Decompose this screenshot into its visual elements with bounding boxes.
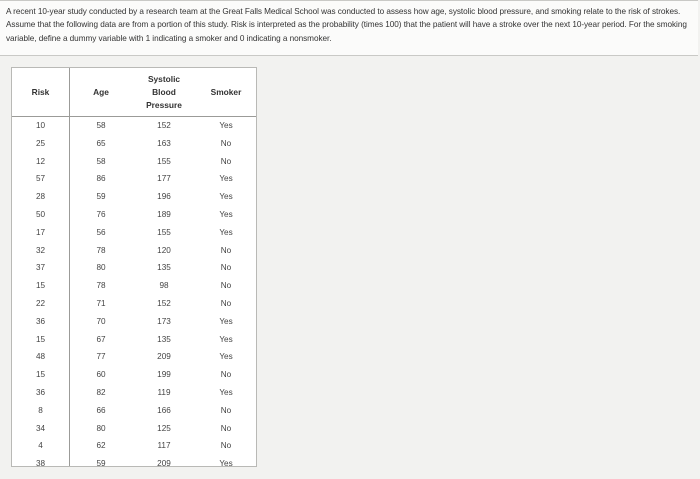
cell-bp: 152 xyxy=(157,299,171,308)
cell-age: 58 xyxy=(96,121,106,130)
cell-smoker: Yes xyxy=(219,352,233,362)
table-row xyxy=(12,313,256,331)
cell-risk: 57 xyxy=(35,174,46,184)
cell-smoker: No xyxy=(220,245,232,255)
cell-bp: 177 xyxy=(157,174,171,184)
cell-bp: 155 xyxy=(157,156,171,166)
cell-bp: 120 xyxy=(157,245,171,255)
cell-age: 82 xyxy=(96,388,106,397)
cell-bp: 196 xyxy=(157,192,171,202)
cell-smoker: No xyxy=(220,156,232,166)
table-row xyxy=(12,170,256,188)
header-age: Age xyxy=(93,86,109,97)
cell-risk: 38 xyxy=(35,459,46,469)
table-row xyxy=(12,277,256,295)
cell-risk: 15 xyxy=(35,334,46,344)
cell-bp: 125 xyxy=(157,423,171,433)
table-row xyxy=(12,295,256,313)
table-row xyxy=(12,366,256,384)
cell-risk: 32 xyxy=(35,245,46,255)
cell-age: 56 xyxy=(96,227,106,237)
table-row xyxy=(12,188,256,206)
table-row xyxy=(12,331,256,349)
cell-age: 78 xyxy=(96,281,106,291)
table-row xyxy=(12,242,256,260)
cell-smoker: Yes xyxy=(219,459,233,469)
cell-smoker: Yes xyxy=(219,316,233,326)
cell-age: 80 xyxy=(96,263,106,273)
table-row xyxy=(12,259,256,277)
cell-smoker: No xyxy=(220,405,232,415)
cell-smoker: No xyxy=(220,370,232,380)
cell-age: 80 xyxy=(96,423,106,433)
cell-age: 77 xyxy=(96,352,106,362)
cell-risk: 15 xyxy=(35,281,46,291)
problem-statement-box xyxy=(0,0,698,56)
table-row xyxy=(12,117,256,135)
cell-bp: 117 xyxy=(157,441,171,451)
cell-smoker: No xyxy=(220,263,232,273)
cell-risk: 28 xyxy=(35,192,46,202)
cell-bp: 166 xyxy=(157,405,171,415)
cell-bp: 135 xyxy=(157,263,171,273)
cell-age: 71 xyxy=(96,299,106,308)
cell-age: 65 xyxy=(96,138,106,148)
cell-risk: 50 xyxy=(35,210,46,219)
cell-smoker: Yes xyxy=(219,210,233,219)
problem-statement-text: A recent 10-year study conducted by a research team at the Great Falls Medical School was conducted to assess how age, systolic blood pressure, and smoking relate to the risk of strokes. Assume that the following data are from a portion of this study. Risk is interpreted as the probability (times 100) that the patient will have a stroke over the next 10-year period. For the smoking variable, define a dummy variable with 1 indicating a smoker and 0 indicating a nonsmoker. xyxy=(6,7,687,43)
cell-risk: 48 xyxy=(35,352,46,362)
table-row xyxy=(12,437,256,455)
cell-smoker: Yes xyxy=(219,227,233,237)
table-row xyxy=(12,224,256,242)
cell-bp: 163 xyxy=(157,138,171,148)
cell-age: 78 xyxy=(96,245,106,255)
header-bp-line1: Systolic xyxy=(147,73,181,84)
data-table xyxy=(11,67,257,467)
header-bp-line2: Blood xyxy=(152,86,176,97)
cell-smoker: Yes xyxy=(219,174,233,184)
cell-smoker: Yes xyxy=(219,192,233,202)
table-row xyxy=(12,384,256,402)
table-row xyxy=(12,206,256,224)
table-row xyxy=(12,348,256,366)
cell-age: 86 xyxy=(96,174,106,184)
table-row xyxy=(12,135,256,153)
cell-bp: 152 xyxy=(157,121,171,130)
cell-age: 76 xyxy=(96,210,106,219)
cell-smoker: No xyxy=(220,441,232,451)
table-row xyxy=(12,455,256,473)
cell-age: 62 xyxy=(96,441,106,451)
cell-smoker: No xyxy=(220,299,232,308)
cell-bp: 209 xyxy=(157,352,171,362)
cell-risk: 15 xyxy=(35,370,46,380)
cell-smoker: Yes xyxy=(219,388,233,397)
header-systolic-blood-pressure xyxy=(132,68,196,116)
cell-bp: 199 xyxy=(157,370,171,380)
cell-bp: 135 xyxy=(157,334,171,344)
blank-page-area xyxy=(260,57,700,477)
cell-bp: 155 xyxy=(157,227,171,237)
cell-bp: 119 xyxy=(157,388,171,397)
cell-smoker: Yes xyxy=(219,121,233,130)
cell-risk: 34 xyxy=(35,423,46,433)
table-row xyxy=(12,402,256,420)
cell-smoker: Yes xyxy=(219,334,233,344)
cell-age: 66 xyxy=(96,405,106,415)
cell-bp: 189 xyxy=(157,210,171,219)
cell-risk: 37 xyxy=(35,263,46,273)
cell-age: 60 xyxy=(96,370,106,380)
table-row xyxy=(12,153,256,171)
cell-age: 59 xyxy=(96,459,106,469)
cell-smoker: No xyxy=(220,138,232,148)
table-header-row xyxy=(12,68,256,117)
header-bp-line3: Pressure xyxy=(146,99,182,110)
cell-risk: 36 xyxy=(35,316,46,326)
cell-smoker: No xyxy=(220,281,232,291)
cell-risk: 17 xyxy=(35,227,46,237)
cell-bp: 98 xyxy=(159,281,169,291)
header-smoker: Smoker xyxy=(210,86,242,97)
header-risk: Risk xyxy=(12,68,70,116)
cell-bp: 209 xyxy=(157,459,171,469)
cell-bp: 173 xyxy=(157,316,171,326)
cell-smoker: No xyxy=(220,423,232,433)
cell-risk: 22 xyxy=(35,299,46,308)
table-row xyxy=(12,420,256,438)
cell-age: 67 xyxy=(96,334,106,344)
cell-age: 70 xyxy=(96,316,106,326)
cell-risk: 4 xyxy=(38,441,43,451)
cell-risk: 10 xyxy=(35,121,46,130)
cell-risk: 25 xyxy=(35,138,46,148)
cell-risk: 36 xyxy=(35,388,46,397)
cell-age: 59 xyxy=(96,192,106,202)
cell-age: 58 xyxy=(96,156,106,166)
cell-risk: 8 xyxy=(38,405,43,415)
cell-risk: 12 xyxy=(35,156,46,166)
